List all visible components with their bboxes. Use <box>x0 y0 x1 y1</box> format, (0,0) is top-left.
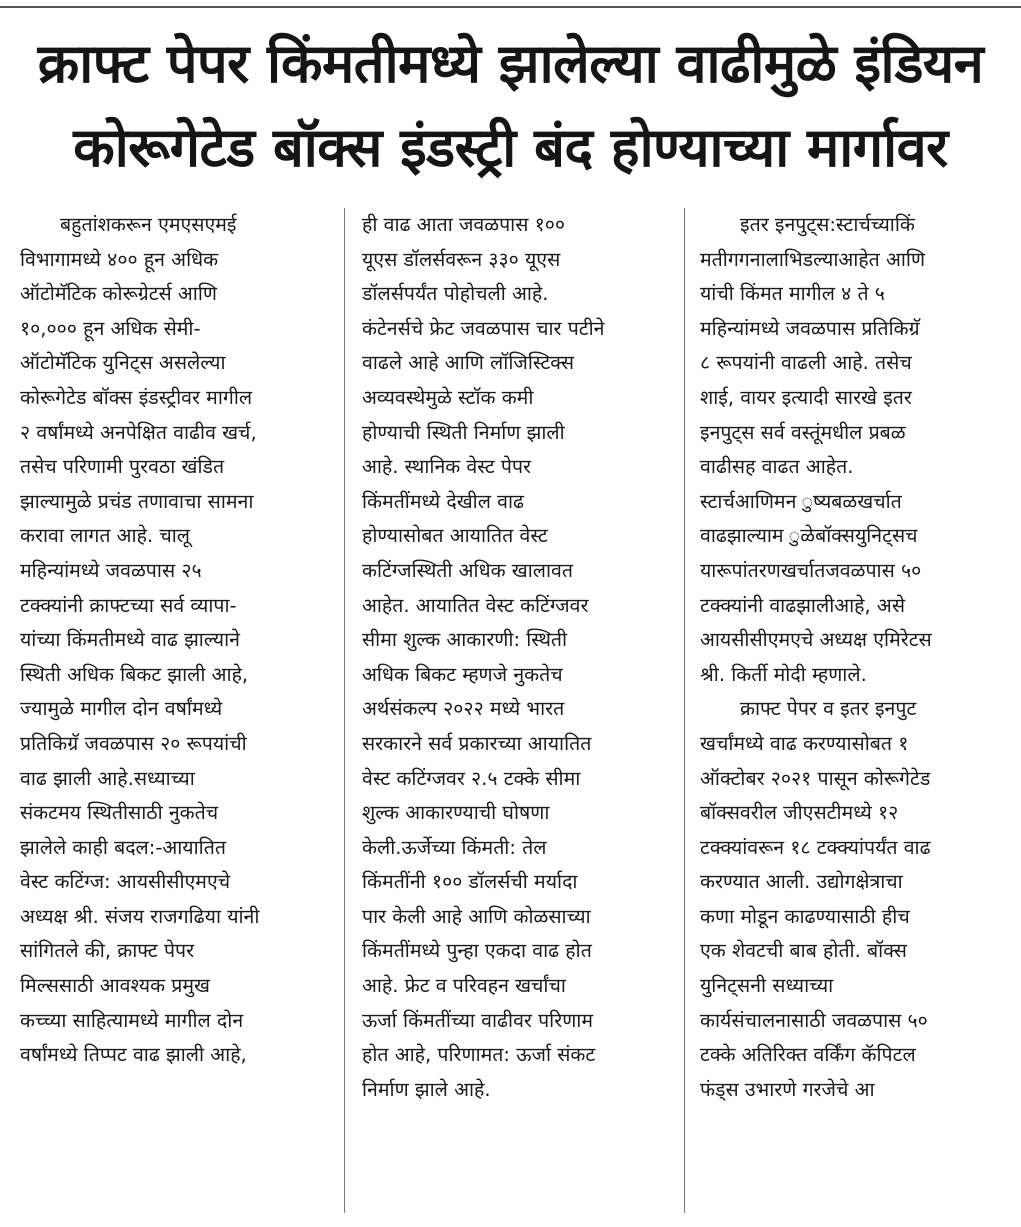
text-line: वाढ झाली आहे.सध्याच्या <box>20 766 195 790</box>
text-line: ज्यामुळे मागील दोन वर्षांमध्ये <box>20 697 223 721</box>
text-line: सीमा शुल्क आकारणी: स्थिती <box>362 628 568 652</box>
text-line: कटिंग्जस्थिती अधिक खालावत <box>362 558 574 582</box>
text-line: किंमतींमध्ये पुन्हा एकदा वाढ होत <box>362 939 592 963</box>
text-line: केली.ऊर्जेच्या किंमती: तेल <box>362 835 547 859</box>
text-line: क्राफ्ट पेपर व इतर इनपुट <box>740 697 917 721</box>
text-line: होण्यासोबत आयातित वेस्ट <box>362 524 548 548</box>
text-line: अधिक बिकट म्हणजे नुकतेच <box>362 662 563 686</box>
text-line: अध्यक्ष श्री. संजय राजगढिया यांनी <box>20 904 260 928</box>
text-line: करण्यात आली. उद्योगक्षेत्राचा <box>700 870 903 894</box>
text-line: ऑटोमॅटिक युनिट्स असलेल्या <box>20 351 226 375</box>
text-line: ऊर्जा किंमतींच्या वाढीवर परिणाम <box>362 1008 594 1032</box>
text-line: महिन्यांमध्ये जवळपास प्रतिकिग्रॅ <box>700 316 920 340</box>
text-line: सांगितले की, क्राफ्ट पेपर <box>20 939 195 963</box>
text-line: टक्क्यांनी क्राफ्टच्या सर्व व्यापा- <box>20 593 237 617</box>
text-line: टक्क्यांनी वाढझालीआहे, असे <box>700 593 906 617</box>
text-line: शाई, वायर इत्यादी सारखे इतर <box>700 385 912 409</box>
text-line: आहे. स्थानिक वेस्ट पेपर <box>362 455 532 479</box>
text-line: कंटेनर्सचे फ्रेट जवळपास चार पटीने <box>362 316 605 340</box>
top-rule <box>0 6 1021 8</box>
text-line: मतीगगनालाभिडल्याआहेत आणि <box>700 247 926 271</box>
column-2 <box>362 208 665 1107</box>
text-line: स्टार्चआणिमन ुष्यबळखर्चात <box>700 489 902 513</box>
text-line: कोरूगेटेड बॉक्स इंडस्ट्रीवर मागील <box>20 385 253 409</box>
text-line: अर्थसंकल्प २०२२ मध्ये भारत <box>362 697 565 721</box>
text-line: आहे. फ्रेट व परिवहन खर्चांचा <box>362 974 566 998</box>
text-line: टक्के अतिरिक्त वर्किंग कॅपिटल <box>700 1043 916 1067</box>
text-line: झाल्यामुळे प्रचंड तणावाचा सामना <box>20 489 254 513</box>
text-line: यांची किंमत मागील ४ ते ५ <box>700 282 885 306</box>
text-line: किंमतींनी १०० डॉलर्सची मर्यादा <box>362 870 578 894</box>
text-line: मिल्ससाठी आवश्यक प्रमुख <box>20 974 210 998</box>
text-line: संकटमय स्थितीसाठी नुकतेच <box>20 801 219 825</box>
text-line: महिन्यांमध्ये जवळपास २५ <box>20 558 202 582</box>
text-line: कणा मोडून काढण्यासाठी हीच <box>700 904 910 928</box>
text-line: १०,००० हून अधिक सेमी- <box>20 316 201 340</box>
text-line: झालेले काही बदल:-आयातित <box>20 835 226 859</box>
headline-line-1: क्राफ्ट पेपर किंमतीमध्ये झालेल्या वाढीमुळे इंडियन <box>37 32 984 95</box>
text-line: खर्चांमध्ये वाढ करण्यासोबत १ <box>700 731 909 755</box>
text-line: युनिट्सनी सध्याच्या <box>700 974 834 998</box>
text-line: वेस्ट कटिंग्ज: आयसीसीएमएचे <box>20 870 231 894</box>
text-line: बहुतांशकरून एमएसएमई <box>60 213 237 236</box>
text-line: वाढले आहे आणि लॉजिस्टिक्स <box>362 351 574 375</box>
text-line: कच्च्या साहित्यामध्ये मागील दोन <box>20 1008 244 1032</box>
text-line: २ वर्षांमध्ये अनपेक्षित वाढीव खर्च, <box>20 420 257 444</box>
column-3 <box>700 208 1005 1107</box>
text-line: सरकारने सर्व प्रकारच्या आयातित <box>362 731 592 755</box>
text-line: श्री. किर्ती मोदी म्हणाले. <box>700 662 867 686</box>
text-line: आहेत. आयातित वेस्ट कटिंग्जवर <box>362 593 589 617</box>
text-line: वाढझाल्याम ुळेबॉक्सयुनिट्सच <box>700 524 918 548</box>
text-line: निर्माण झाले आहे. <box>362 1077 491 1101</box>
text-line: पार केली आहे आणि कोळसाच्या <box>362 904 591 928</box>
text-line: अव्यवस्थेमुळे स्टॉक कमी <box>362 385 534 409</box>
text-line: ८ रूपयांनी वाढली आहे. तसेच <box>700 351 912 375</box>
column-1 <box>20 208 325 1073</box>
text-line: किंमतींमध्ये देखील वाढ <box>362 489 525 513</box>
text-line: ऑक्टोबर २०२१ पासून कोरूगेटेड <box>700 766 931 790</box>
text-line: ही वाढ आता जवळपास १०० <box>362 213 566 236</box>
text-line: डॉलर्सपर्यंत पोहोचली आहे. <box>362 282 549 306</box>
text-line: इनपुट्स सर्व वस्तूंमधील प्रबळ <box>700 420 906 444</box>
text-line: विभागामध्ये ४०० हून अधिक <box>20 247 219 271</box>
text-line: बॉक्सवरील जीएसटीमध्ये १२ <box>700 801 899 825</box>
text-line: आयसीसीएमएचे अध्यक्ष एमिरेटस <box>700 628 932 652</box>
text-line: वाढीसह वाढत आहेत. <box>700 455 854 479</box>
text-line: यारूपांतरणखर्चातजवळपास ५० <box>700 558 922 582</box>
text-line: फंड्स उभारणे गरजेचे आ <box>700 1077 875 1101</box>
text-line: ऑटोमॅटिक कोरूग्रेटर्स आणि <box>20 282 218 306</box>
text-line: इतर इनपुट्स:स्टार्चच्याकिं <box>740 213 915 236</box>
text-line: यूएस डॉलर्सवरून ३३० यूएस <box>362 247 561 271</box>
text-line: तसेच परिणामी पुरवठा खंडित <box>20 455 225 479</box>
text-line: स्थिती अधिक बिकट झाली आहे, <box>20 662 249 686</box>
text-line: होत आहे, परिणामत: ऊर्जा संकट <box>362 1043 596 1067</box>
headline-line-2: कोरूगेटेड बॉक्स इंडस्ट्री बंद होण्याच्या मार्गावर <box>73 116 948 179</box>
headline <box>20 22 1001 190</box>
article-body <box>0 208 1021 1227</box>
text-line: करावा लागत आहे. चालू <box>20 524 190 548</box>
text-line: टक्क्यांवरून १८ टक्क्यांपर्यंत वाढ <box>700 835 931 859</box>
text-line: प्रतिकिग्रॅ जवळपास २० रूपयांची <box>20 731 247 755</box>
text-line: एक शेवटची बाब होती. बॉक्स <box>700 939 907 963</box>
text-line: वर्षांमध्ये तिप्पट वाढ झाली आहे, <box>20 1043 247 1067</box>
text-line: कार्यसंचालनासाठी जवळपास ५० <box>700 1008 928 1032</box>
text-line: होण्याची स्थिती निर्माण झाली <box>362 420 565 444</box>
text-line: यांच्या किंमतीमध्ये वाढ झाल्याने <box>20 628 240 652</box>
text-line: शुल्क आकारण्याची घोषणा <box>362 801 550 825</box>
text-line: वेस्ट कटिंग्जवर २.५ टक्के सीमा <box>362 766 581 790</box>
